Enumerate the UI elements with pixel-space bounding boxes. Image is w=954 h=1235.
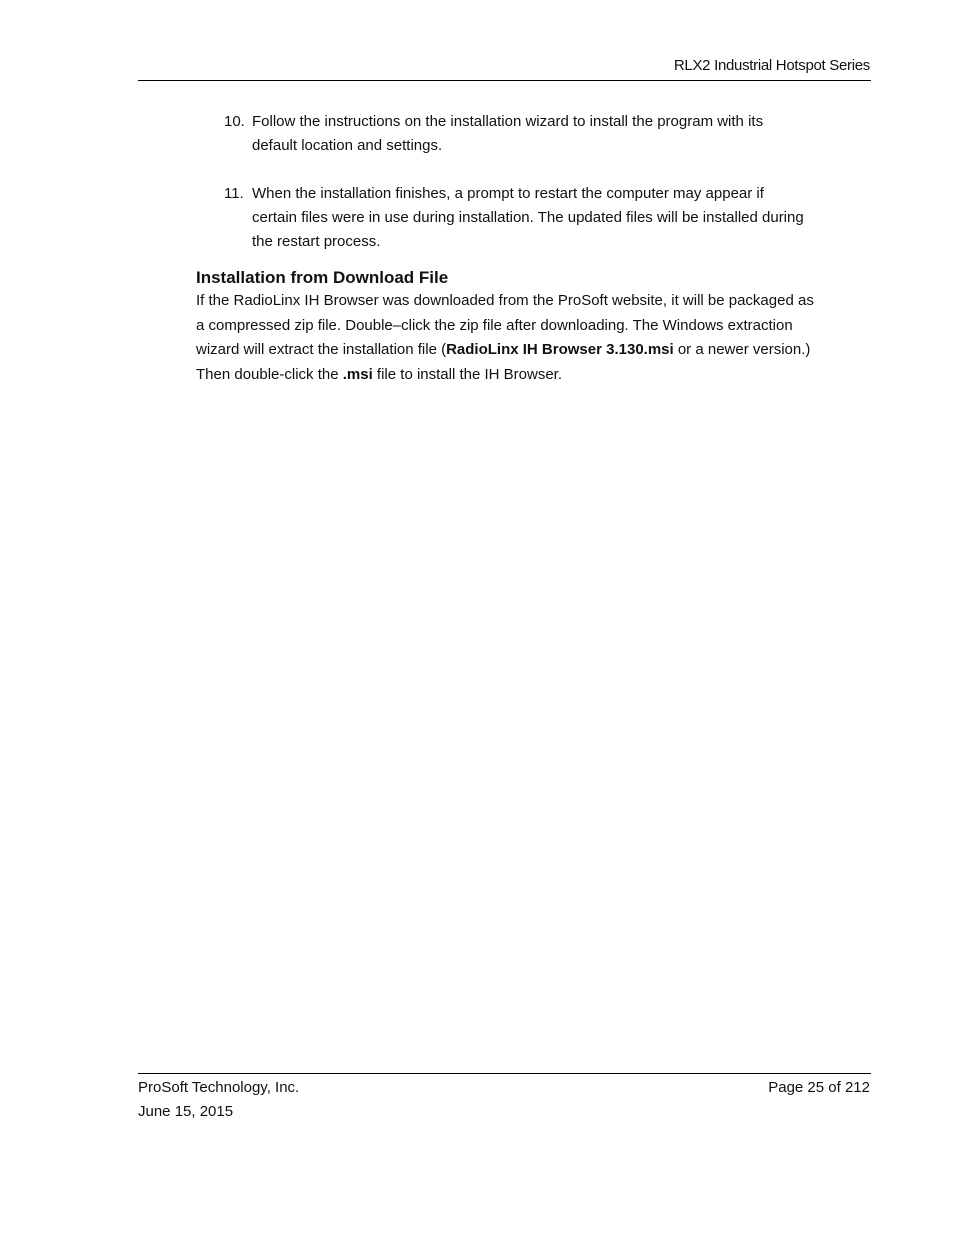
paragraph-bold-filename: RadioLinx IH Browser 3.130.msi (446, 341, 674, 358)
step-number: 11. (224, 185, 244, 202)
paragraph-text: If the RadioLinx IH Browser was downloaded from the ProSoft website, it will be packaged as a compressed zip file. Double–click the zip file after downloading. The Windows extraction wizard will extract the installation file ( (196, 292, 814, 358)
section-heading: Installation from Download File (196, 268, 449, 287)
step-number: 10. (224, 113, 245, 130)
header-title: RLX2 Industrial Hotspot Series (673, 57, 870, 74)
footer-page-number: Page 25 of 212 (768, 1079, 870, 1096)
step-text: Follow the instructions on the installation wizard to install the program with its default location and settings. (252, 113, 764, 154)
section-paragraph (196, 289, 816, 387)
paragraph-text: or a newer version.) Then double-click the (196, 341, 811, 383)
paragraph-text: file to install the IH Browser. (372, 365, 563, 383)
page-header (138, 52, 871, 81)
footer-company: ProSoft Technology, Inc. (138, 1079, 300, 1096)
page-footer (138, 1073, 871, 1134)
step-text: When the installation finishes, a prompt to restart the computer may appear if certain files were in use during installation. The updated files will be installed during the restart process. (252, 185, 804, 250)
footer-date: June 15, 2015 (138, 1103, 234, 1120)
paragraph-bold-extension: .msi (342, 365, 373, 383)
